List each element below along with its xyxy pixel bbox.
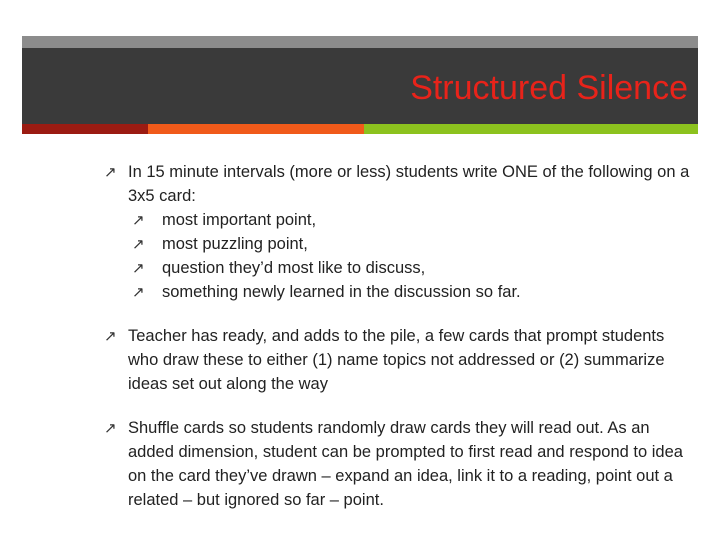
bullet-item: [104, 416, 694, 512]
sub-item-text: question they’d most like to discuss,: [162, 259, 426, 277]
sub-list-item: [128, 208, 694, 232]
sub-item-text: most puzzling point,: [162, 235, 308, 253]
bullet-text: In 15 minute intervals (more or less) students write ONE of the following on a 3x5 card:: [128, 163, 690, 205]
bullet-item: [104, 324, 694, 396]
bullet-text: Teacher has ready, and adds to the pile, a few cards that prompt students who draw these to either (1) name topics not addressed or (2) summarize ideas set out along the way: [128, 327, 665, 393]
title-band: [22, 48, 698, 124]
header-top-strip: [22, 36, 698, 48]
sub-item-text: something newly learned in the discussion so far.: [162, 283, 521, 301]
accent-bar-green: [364, 124, 698, 134]
sub-list-item: [128, 280, 694, 304]
bullet-item: [104, 160, 694, 304]
slide-title: Structured Silence: [410, 69, 688, 107]
arrow-bullet-icon: ↗: [132, 235, 145, 253]
sub-item-text: most important point,: [162, 211, 317, 229]
arrow-bullet-icon: ↗: [104, 163, 117, 181]
accent-bar-red: [22, 124, 148, 134]
arrow-bullet-icon: ↗: [132, 259, 145, 277]
sub-list: [128, 208, 694, 304]
arrow-bullet-icon: ↗: [132, 211, 145, 229]
bullet-text: Shuffle cards so students randomly draw cards they will read out. As an added dimension, student can be prompted to first read and respond to idea on the card they’ve drawn – expand an idea, link it to a reading, point out a related – but ignored so far – point.: [128, 419, 683, 509]
arrow-bullet-icon: ↗: [132, 283, 145, 301]
arrow-bullet-icon: ↗: [104, 327, 117, 345]
arrow-bullet-icon: ↗: [104, 419, 117, 437]
sub-list-item: [128, 256, 694, 280]
slide-content: [104, 160, 694, 512]
sub-list-item: [128, 232, 694, 256]
accent-bar-orange: [148, 124, 364, 134]
